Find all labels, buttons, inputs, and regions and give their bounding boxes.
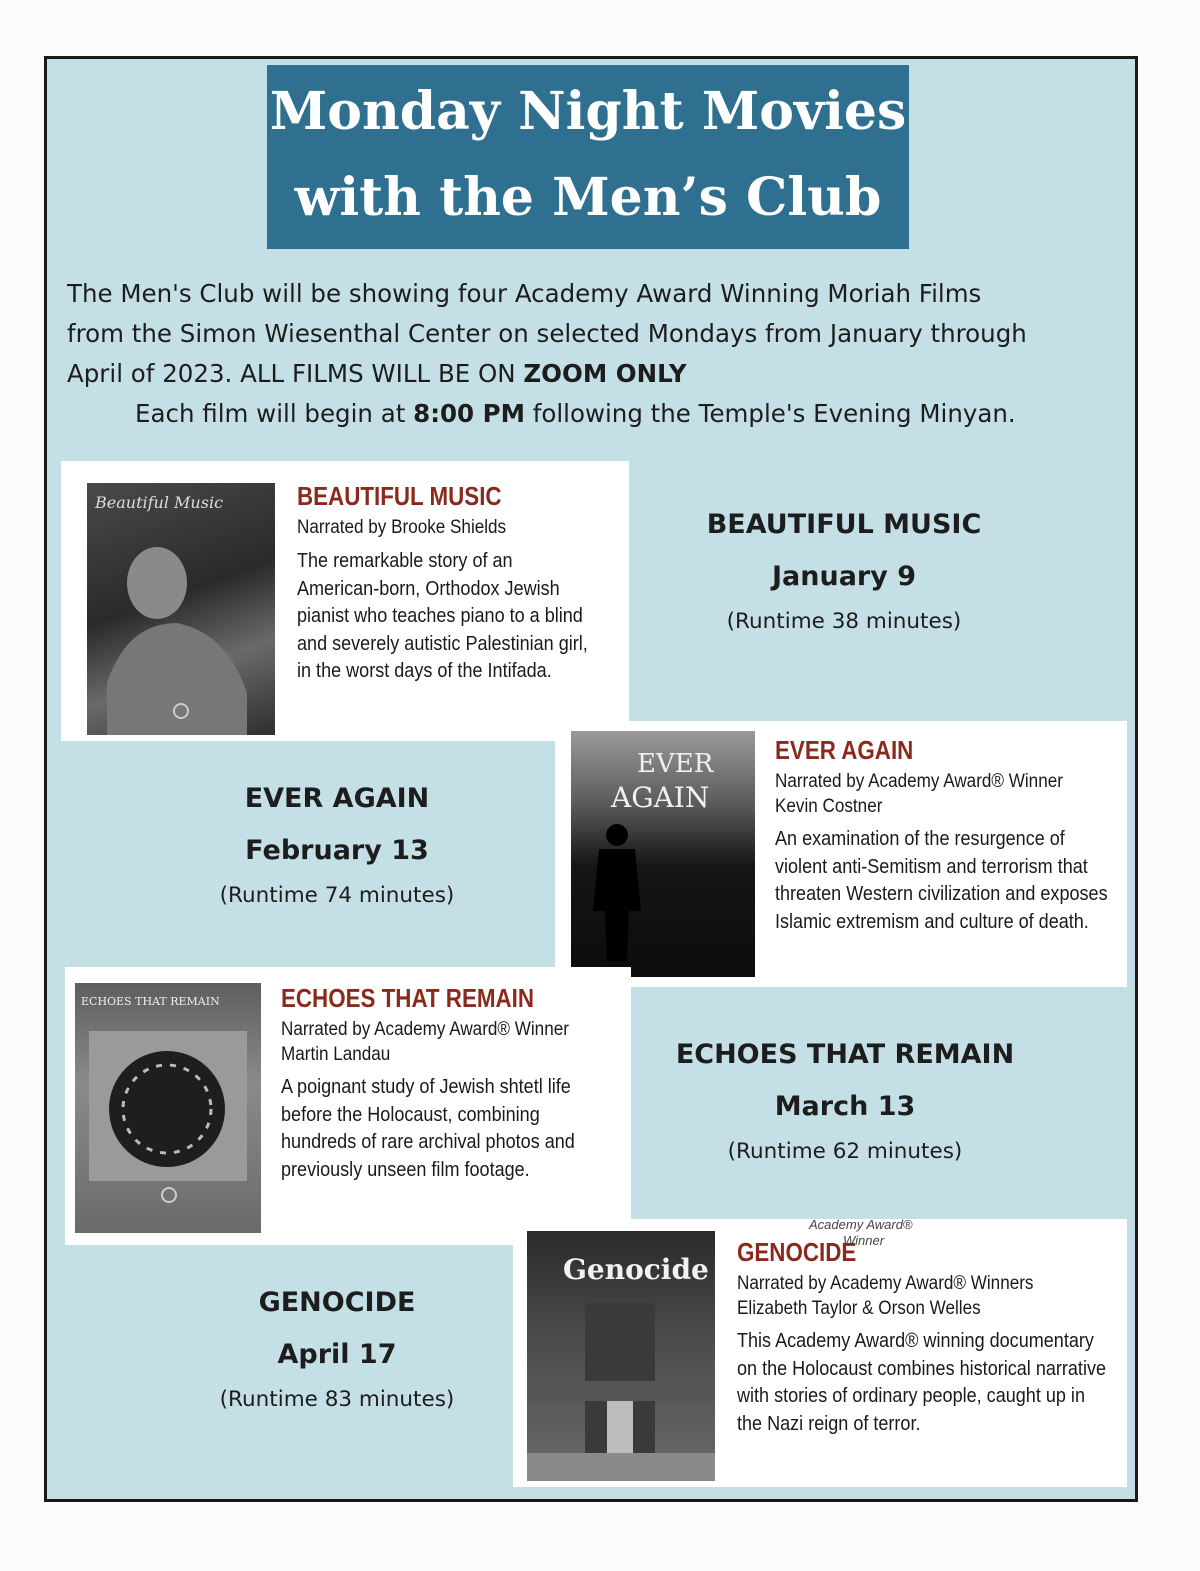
start-time-text: 8:00 PM [413, 399, 525, 428]
title-banner [267, 65, 909, 249]
intro-line-3-text: April of 2023. ALL FILMS WILL BE ON [67, 359, 524, 388]
description-genocide: This Academy Award® winning documentary on the Holocaust combines historical narrative with stories of ordinary people, caught up in the Nazi reign of terror. [737, 1329, 1107, 1435]
narration-echoes: Narrated by Academy Award® Winner Martin Landau [281, 1019, 569, 1065]
runtime-ever-again: (Runtime 74 minutes) [219, 883, 455, 908]
description-ever-again: An examination of the resurgence of violent anti-Semitism and terrorism that threaten Western civilization and exposes Islamic extremism and culture of death. [775, 827, 1108, 933]
intro-line-4-prefix: Each film will begin at [135, 399, 414, 428]
intro-line-1: The Men's Club will be showing four Academy Award Winning Moriah Films [67, 279, 982, 308]
intro-line-2: from the Simon Wiesenthal Center on selected Mondays from January through [67, 319, 1027, 348]
film-card-echoes [65, 967, 631, 1245]
boy-silhouette-image [87, 483, 275, 735]
schedule-date-beautiful-music: January 9 [771, 561, 917, 592]
zoom-only-text: ZOOM ONLY [523, 359, 687, 388]
poster-title-echoes: ECHOES THAT REMAIN [81, 995, 220, 1008]
schedule-title-genocide: GENOCIDE [258, 1287, 416, 1318]
title-line-2: with the Men’s Club [294, 167, 882, 228]
gatehouse-image [527, 1231, 715, 1481]
award-badge-line-1: Academy Award® [809, 1217, 913, 1232]
poster-title-again: AGAIN [611, 781, 710, 814]
poster-echoes [75, 983, 261, 1233]
schedule-date-ever-again: February 13 [245, 835, 429, 866]
poster-title-genocide: Genocide [563, 1253, 709, 1286]
film-card-beautiful-music [61, 461, 629, 741]
intro-paragraph [67, 274, 1127, 434]
runtime-genocide: (Runtime 83 minutes) [219, 1387, 455, 1412]
man-silhouette-image [571, 731, 755, 977]
intro-line-4 [67, 394, 1127, 434]
schedule-title-echoes: ECHOES THAT REMAIN [675, 1039, 1015, 1070]
film-card-ever-again [555, 721, 1127, 987]
film-card-genocide [513, 1219, 1127, 1487]
film-title-beautiful-music: BEAUTIFUL MUSIC [297, 481, 502, 511]
description-beautiful-music: The remarkable story of an American-born, Orthodox Jewish pianist who teaches piano to a blind and severely autistic Palestinian girl, in the worst days of the Intifada. [297, 549, 588, 682]
intro-line-3 [67, 354, 1127, 394]
schedule-echoes [659, 1037, 1031, 1167]
poster-ever-again [571, 731, 755, 977]
clock-tower-image [75, 983, 261, 1233]
narration-genocide: Narrated by Academy Award® Winners Elizabeth Taylor & Orson Welles [737, 1273, 1034, 1319]
title-line-1: Monday Night Movies [269, 81, 907, 142]
intro-line-4-suffix: following the Temple's Evening Minyan. [524, 399, 1016, 428]
film-title-ever-again: EVER AGAIN [775, 735, 914, 765]
poster-title-beautiful-music: Beautiful Music [95, 493, 224, 512]
schedule-title-beautiful-music: BEAUTIFUL MUSIC [706, 509, 982, 540]
runtime-echoes: (Runtime 62 minutes) [727, 1139, 963, 1164]
narration-beautiful-music: Narrated by Brooke Shields [297, 517, 507, 538]
schedule-date-genocide: April 17 [277, 1339, 397, 1370]
schedule-beautiful-music [669, 507, 1019, 637]
schedule-date-echoes: March 13 [774, 1091, 916, 1122]
schedule-ever-again [167, 781, 507, 911]
schedule-genocide [167, 1285, 507, 1415]
schedule-title-ever-again: EVER AGAIN [244, 783, 430, 814]
flyer-frame [44, 56, 1138, 1502]
narration-ever-again: Narrated by Academy Award® Winner Kevin Costner [775, 771, 1063, 817]
poster-beautiful-music [87, 483, 275, 735]
poster-title-ever: EVER [637, 749, 714, 779]
film-title-echoes: ECHOES THAT REMAIN [281, 983, 535, 1013]
film-title-genocide: GENOCIDE [737, 1237, 857, 1267]
award-badge-line-2: Winner [843, 1233, 885, 1248]
poster-genocide [527, 1231, 715, 1481]
runtime-beautiful-music: (Runtime 38 minutes) [726, 609, 962, 634]
description-echoes: A poignant study of Jewish shtetl life before the Holocaust, combining hundreds of rare archival photos and previously unseen film footage. [281, 1075, 575, 1181]
